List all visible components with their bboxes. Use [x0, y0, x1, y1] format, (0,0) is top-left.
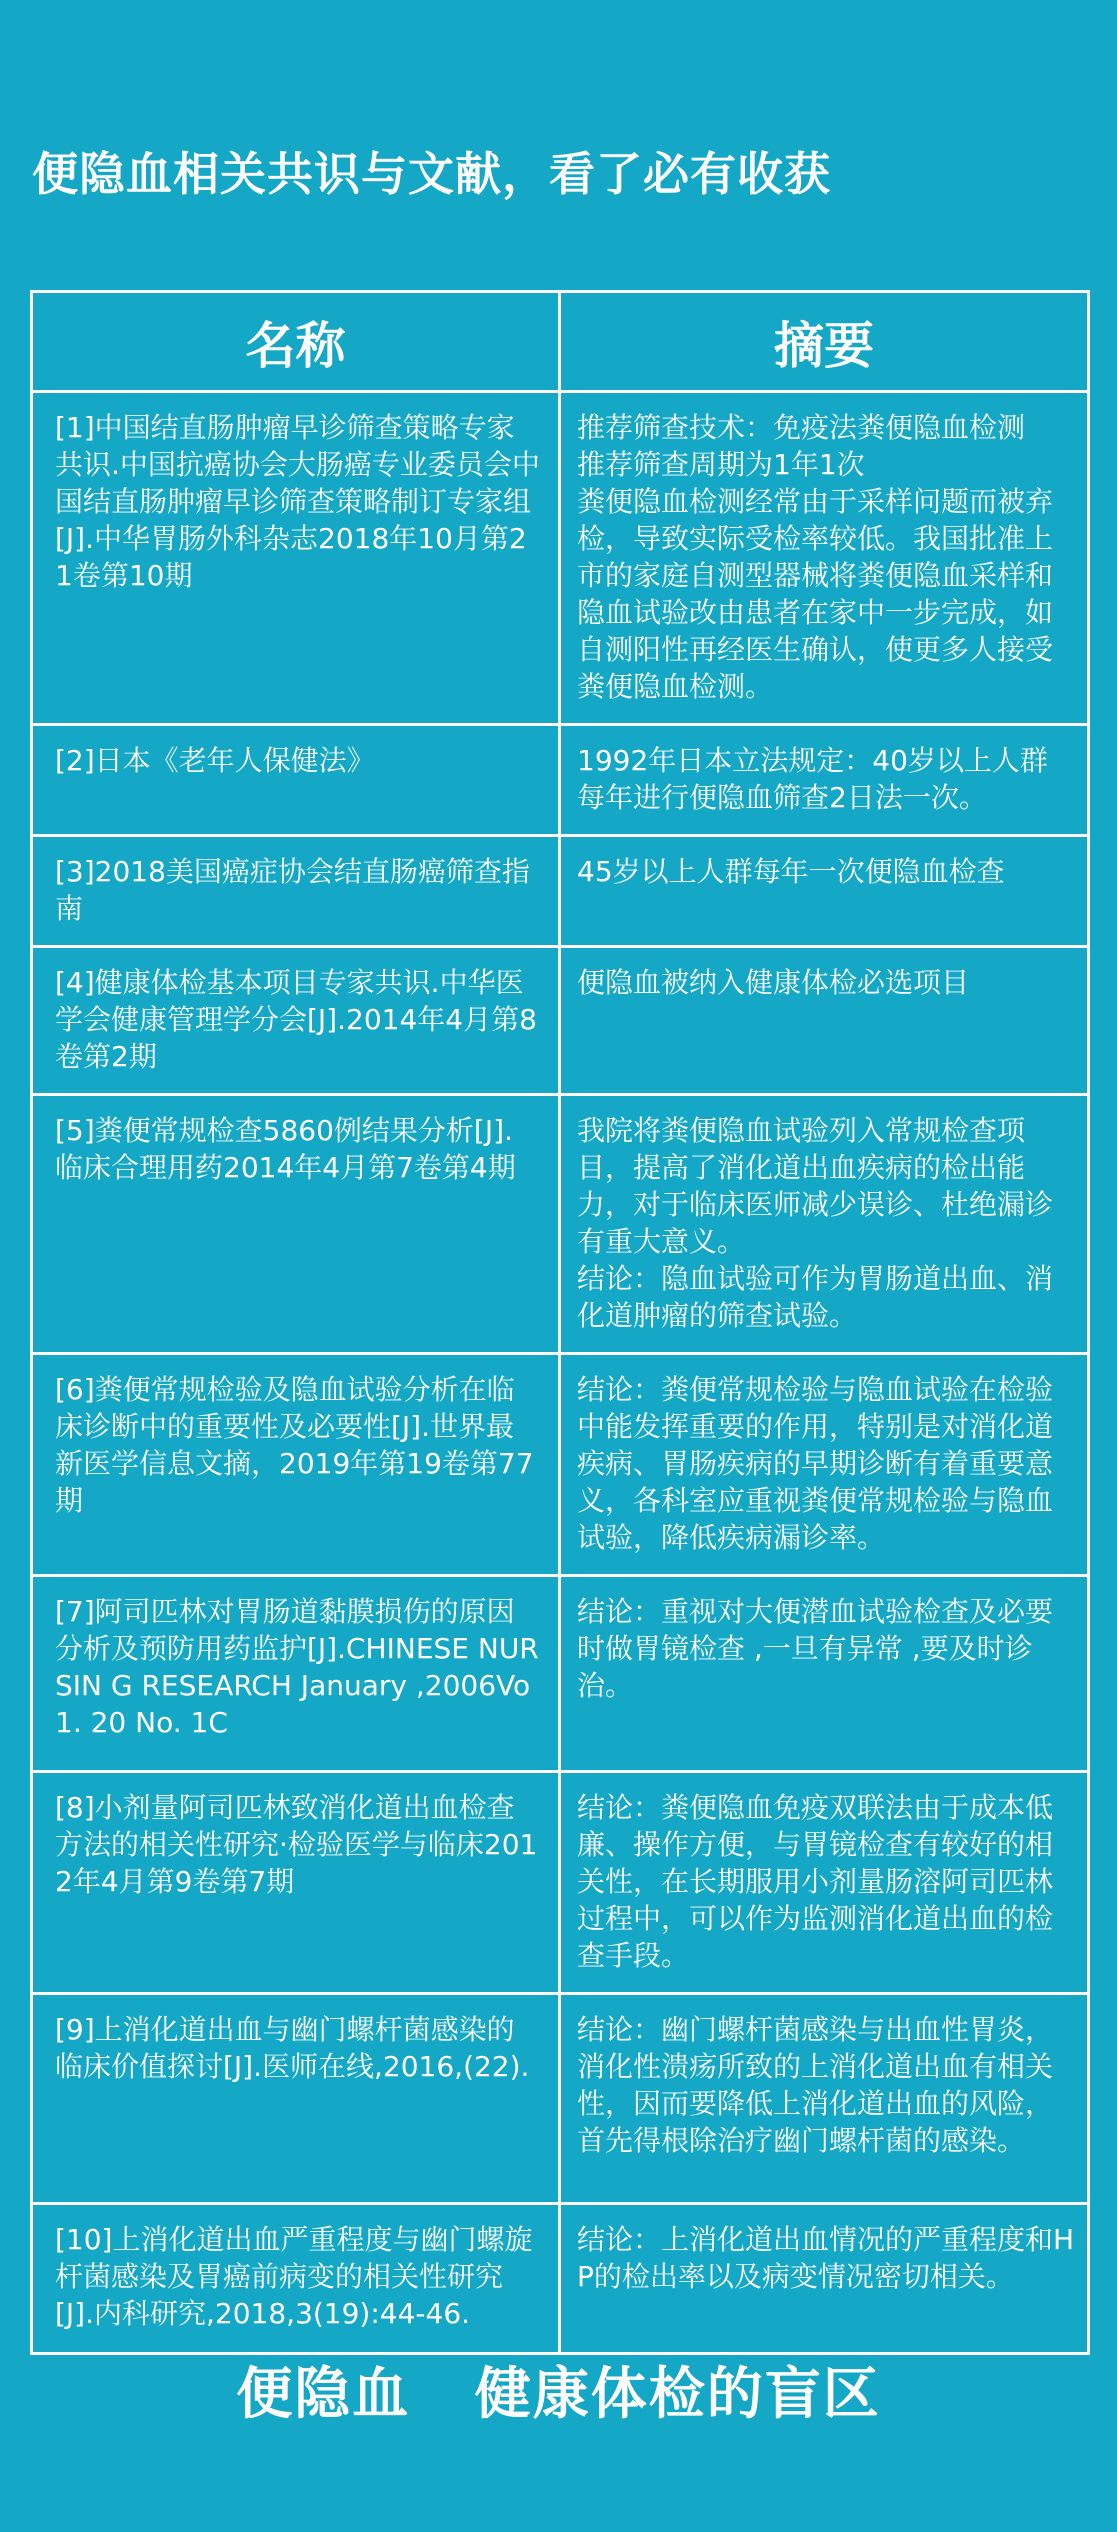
reference-summary-cell: 便隐血被纳入健康体检必选项目: [560, 947, 1089, 1095]
table-row: [32, 947, 1089, 1095]
page-title: 便隐血相关共识与文献，看了必有收获: [32, 147, 831, 201]
reference-summary-cell: 结论：粪便隐血免疫双联法由于成本低廉、操作方便，与胃镜检查有较好的相关性，在长期服用小剂量肠溶阿司匹林过程中，可以作为监测消化道出血的检查手段。: [560, 1772, 1089, 1994]
reference-summary-cell: 1992年日本立法规定：40岁以上人群每年进行便隐血筛查2日法一次。: [560, 725, 1089, 836]
reference-summary-cell: 推荐筛查技术：免疫法粪便隐血检测 推荐筛查周期为1年1次 粪便隐血检测经常由于采样问题而被弃检，导致实际受检率较低。我国批准上市的家庭自测型器械将粪便隐血采样和隐血试验改由患者在家中一步完成，如自测阳性再经医生确认，使更多人接受粪便隐血检测。: [560, 392, 1089, 725]
reference-summary-cell: 结论：幽门螺杆菌感染与出血性胃炎，消化性溃疡所致的上消化道出血有相关性，因而要降低上消化道出血的风险，首先得根除治疗幽门螺杆菌的感染。: [560, 1994, 1089, 2204]
table-row: [32, 836, 1089, 947]
table-row: [32, 1095, 1089, 1354]
literature-table-container: [30, 290, 1087, 2355]
reference-name-cell: [8]小剂量阿司匹林致消化道出血检查方法的相关性研究·检验医学与临床2012年4月第9卷第7期: [32, 1772, 560, 1994]
reference-summary-cell: 结论：上消化道出血情况的严重程度和HP的检出率以及病变情况密切相关。: [560, 2204, 1089, 2354]
column-header-name: 名称: [32, 292, 560, 392]
table-row: [32, 1994, 1089, 2204]
table-row: [32, 2204, 1089, 2354]
reference-name-cell: [10]上消化道出血严重程度与幽门螺旋杆菌感染及胃癌前病变的相关性研究[J].内科研究,2018,3(19):44-46.: [32, 2204, 560, 2354]
footer-title: 便隐血 健康体检的盲区: [236, 2362, 881, 2427]
reference-name-cell: [4]健康体检基本项目专家共识.中华医学会健康管理学分会[J].2014年4月第8卷第2期: [32, 947, 560, 1095]
table-row: [32, 1772, 1089, 1994]
reference-name-cell: [3]2018美国癌症协会结直肠癌筛查指南: [32, 836, 560, 947]
reference-summary-cell: 我院将粪便隐血试验列入常规检查项目，提高了消化道出血疾病的检出能力，对于临床医师减少误诊、杜绝漏诊有重大意义。 结论：隐血试验可作为胃肠道出血、消化道肿瘤的筛查试验。: [560, 1095, 1089, 1354]
column-header-summary: 摘要: [560, 292, 1089, 392]
reference-name-cell: [6]粪便常规检验及隐血试验分析在临床诊断中的重要性及必要性[J].世界最新医学信息文摘，2019年第19卷第77期: [32, 1354, 560, 1576]
reference-name-cell: [1]中国结直肠肿瘤早诊筛查策略专家共识.中国抗癌协会大肠癌专业委员会中国结直肠肿瘤早诊筛查策略制订专家组[J].中华胃肠外科杂志2018年10月第21卷第10期: [32, 392, 560, 725]
literature-table: [30, 290, 1090, 2355]
table-header-row: [32, 292, 1089, 392]
table-row: [32, 392, 1089, 725]
reference-name-cell: [5]粪便常规检查5860例结果分析[J].临床合理用药2014年4月第7卷第4期: [32, 1095, 560, 1354]
reference-summary-cell: 结论：重视对大便潜血试验检查及必要时做胃镜检查 ,一旦有异常 ,要及时诊治。: [560, 1576, 1089, 1772]
reference-summary-cell: 结论：粪便常规检验与隐血试验在检验中能发挥重要的作用，特别是对消化道疾病、胃肠疾病的早期诊断有着重要意义，各科室应重视粪便常规检验与隐血试验，降低疾病漏诊率。: [560, 1354, 1089, 1576]
reference-name-cell: [2]日本《老年人保健法》: [32, 725, 560, 836]
reference-name-cell: [7]阿司匹林对胃肠道黏膜损伤的原因分析及预防用药监护[J].CHINESE NURSIN G RESEARCH January ,2006Vo1. 20 No. 1C: [32, 1576, 560, 1772]
table-row: [32, 1354, 1089, 1576]
table-row: [32, 1576, 1089, 1772]
table-row: [32, 725, 1089, 836]
reference-summary-cell: 45岁以上人群每年一次便隐血检查: [560, 836, 1089, 947]
reference-name-cell: [9]上消化道出血与幽门螺杆菌感染的临床价值探讨[J].医师在线,2016,(22).: [32, 1994, 560, 2204]
